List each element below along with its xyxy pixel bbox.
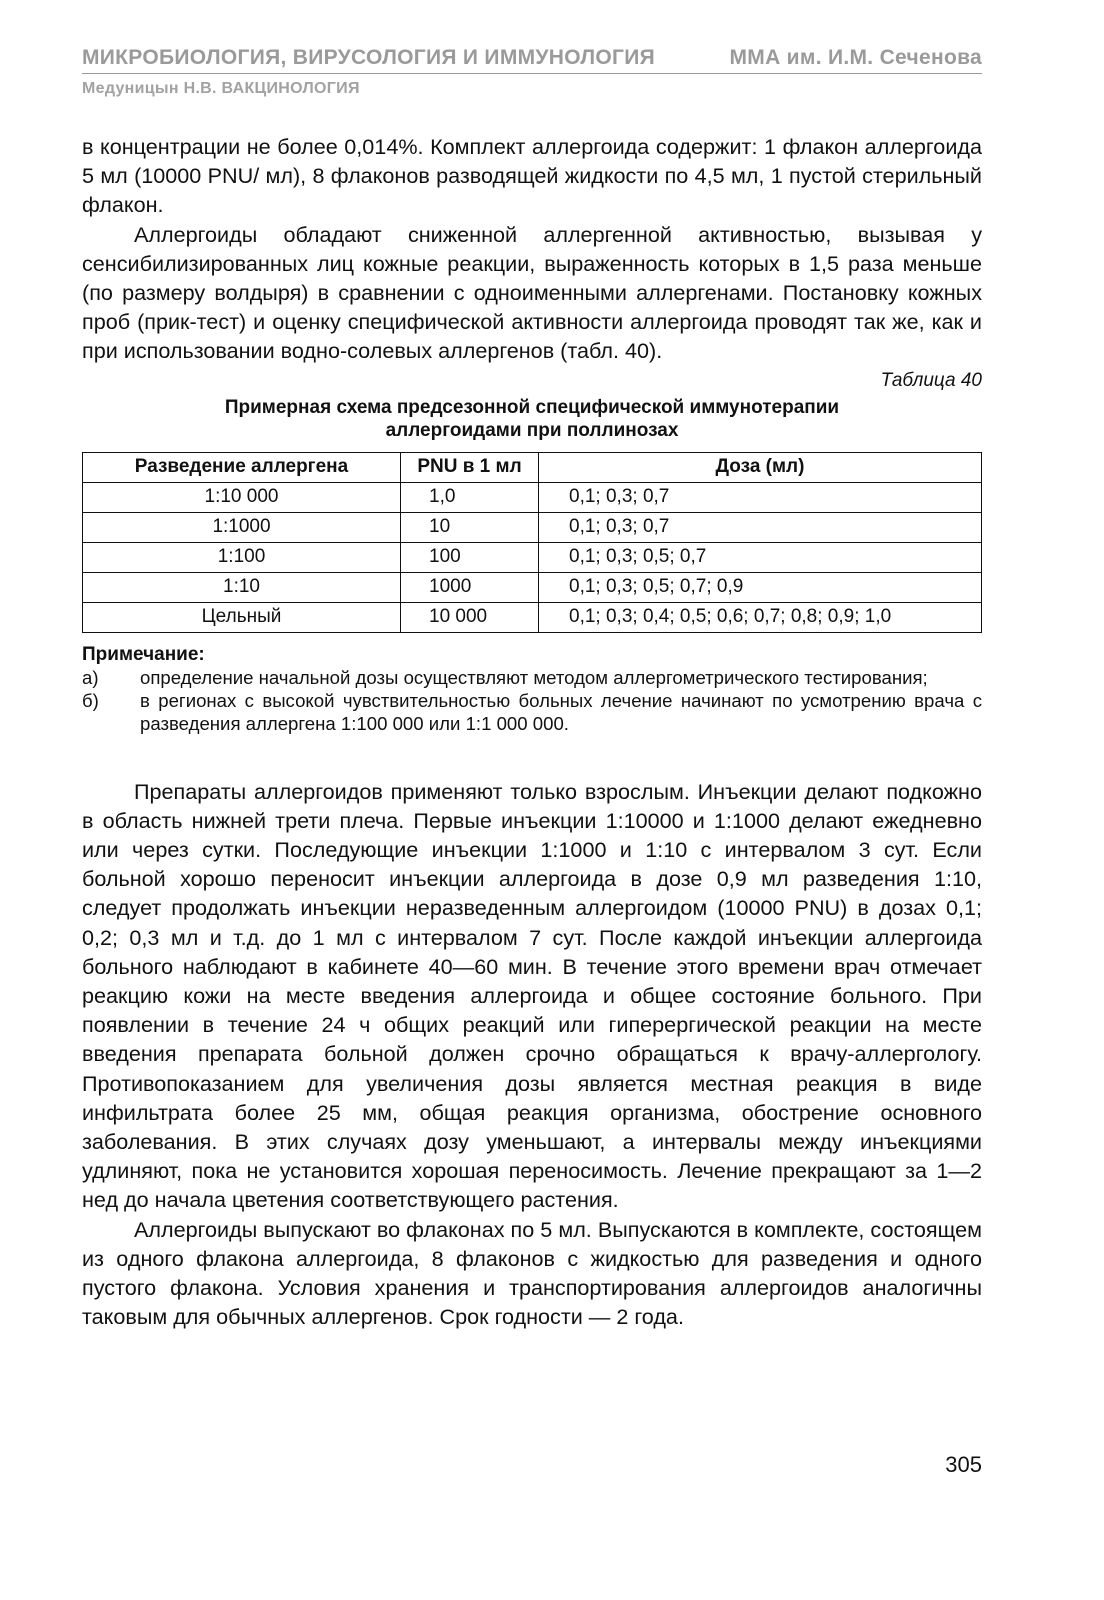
note-item-text: в регионах с высокой чувствительностью больных лечение начинают по усмотрению врача с разведения аллергена 1:100 000 или 1:1 000 000. [140,689,982,734]
note-item-label: а) [82,666,99,688]
paragraph: в концентрации не более 0,014%. Комплект аллергоида содержит: 1 флакон аллергоида 5 мл (10000 PNU/ мл), 8 флаконов разводящей жидкости по 4,5 мл, 1 пустой стерильный флакон. [82,134,982,218]
note-item-label: б) [82,689,99,711]
cell-dilution: Цельный [83,602,401,632]
table-title [82,396,982,442]
note-title: Примечание: [82,643,205,665]
header-row [82,46,982,74]
table-row [83,542,982,572]
table-row [83,482,982,512]
cell-dose: 0,1; 0,3; 0,7 [539,512,982,542]
column-header-dilution: Разведение аллергена [83,452,401,482]
cell-pnu: 1000 [401,572,539,602]
table-row [83,572,982,602]
table-caption: Таблица 40 [880,369,982,391]
header-institution: ММА им. И.М. Сеченова [729,46,982,69]
cell-dilution: 1:10 000 [83,482,401,512]
paragraph: Аллергоиды обладают сниженной аллергенной активностью, вызывая у сенсибилизированных лиц кожные реакции, выраженность которых в 1,5 раза меньше (по размеру волдыря) в сравнении с одноименными аллергенами. Постановку кожных проб (прик-тест) и оценку специфической активности аллергоида проводят так же, как и при использовании водно-солевых аллергенов (табл. 40). [82,221,982,364]
cell-dose: 0,1; 0,3; 0,5; 0,7 [539,542,982,572]
cell-pnu: 1,0 [401,482,539,512]
cell-dilution: 1:100 [83,542,401,572]
table-title-line: Примерная схема предсезонной специфической иммунотерапии [224,396,840,418]
paragraph: Аллергоиды выпускают во флаконах по 5 мл. Выпускаются в комплекте, состоящем из одного флакона аллергоида, 8 флаконов с жидкостью для разведения и одного пустого флакона. Условия хранения и транспортирования аллергоидов аналогичны таковым для обычных аллергенов. Срок годности — 2 года. [82,1216,982,1330]
page-content [82,132,982,1331]
cell-pnu: 10 000 [401,602,539,632]
column-header-dose: Доза (мл) [539,452,982,482]
note-item [82,666,982,689]
cell-pnu: 100 [401,542,539,572]
table-note [82,643,982,735]
cell-dose: 0,1; 0,3; 0,5; 0,7; 0,9 [539,572,982,602]
cell-dose: 0,1; 0,3; 0,4; 0,5; 0,6; 0,7; 0,8; 0,9; 1,0 [539,602,982,632]
note-item-text: определение начальной дозы осуществляют методом аллергометрического тестирования; [140,666,928,688]
cell-dilution: 1:10 [83,572,401,602]
note-item [82,689,982,735]
paragraph: Препараты аллергоидов применяют только взрослым. Инъекции делают подкожно в область нижней трети плеча. Первые инъекции 1:10000 и 1:1000 делают ежедневно или через сутки. Последующие инъекции 1:1000 и 1:10 с интервалом 3 сут. Если больной хорошо переносит инъекции аллергоида в дозе 0,9 мл разведения 1:10, следует продолжать инъекции неразведенным аллергоидом (10000 PNU) в дозах 0,1; 0,2; 0,3 мл и т.д. до 1 мл с интервалом 7 сут. После каждой инъекции аллергоида больного наблюдают в кабинете 40—60 мин. В течение этого времени врач отмечает реакцию кожи на месте введения аллергоида и общее состояние больного. При появлении в течение 24 ч общих реакций или гиперергической реакции на месте введения препарата больной должен срочно обращаться к врачу-аллергологу. Противопоказанием для увеличения дозы является местная реакция в виде инфильтрата более 25 мм, общая реакция организма, обострение основного заболевания. В этих случаях дозу уменьшают, а интервалы между инъекциями удлиняют, пока не установится хорошая переносимость. Лечение прекращают за 1—2 нед до начала цветения соответствующего растения. [82,778,982,1213]
column-header-pnu: PNU в 1 мл [401,452,539,482]
cell-dose: 0,1; 0,3; 0,7 [539,482,982,512]
running-header [82,46,982,98]
table-title-line: аллергоидами при поллинозах [385,419,679,441]
header-subject: МИКРОБИОЛОГИЯ, ВИРУСОЛОГИЯ И ИММУНОЛОГИЯ [82,46,656,69]
table-header-row [83,452,982,482]
cell-pnu: 10 [401,512,539,542]
header-book-title: Медуницын Н.В. ВАКЦИНОЛОГИЯ [82,80,360,97]
page-number: 305 [945,1452,982,1477]
cell-dilution: 1:1000 [83,512,401,542]
table-row [83,602,982,632]
immunotherapy-schedule-table [82,452,982,633]
table-row [83,512,982,542]
section-spacer [82,735,982,777]
